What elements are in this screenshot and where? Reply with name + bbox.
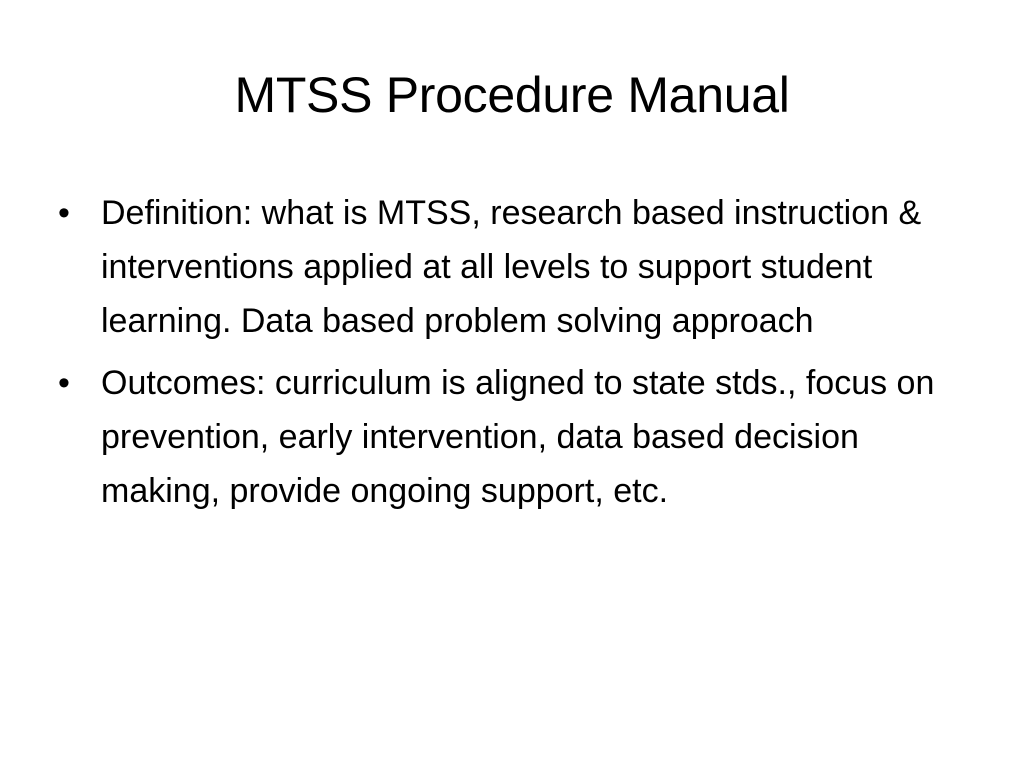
bullet-item-definition bbox=[58, 186, 978, 348]
bullet-list bbox=[58, 186, 978, 526]
bullet-text: Outcomes: curriculum is aligned to state stds., focus on prevention, early intervention, data based decision making, provide ongoing support, etc. bbox=[101, 364, 935, 510]
bullet-icon: • bbox=[58, 364, 70, 402]
bullet-text: Definition: what is MTSS, research based instruction & interventions applied at all levels to support student learning. Data based problem solving approach bbox=[101, 194, 922, 340]
bullet-icon: • bbox=[58, 194, 70, 232]
slide-title: MTSS Procedure Manual bbox=[234, 67, 790, 123]
bullet-item-outcomes bbox=[58, 356, 978, 518]
